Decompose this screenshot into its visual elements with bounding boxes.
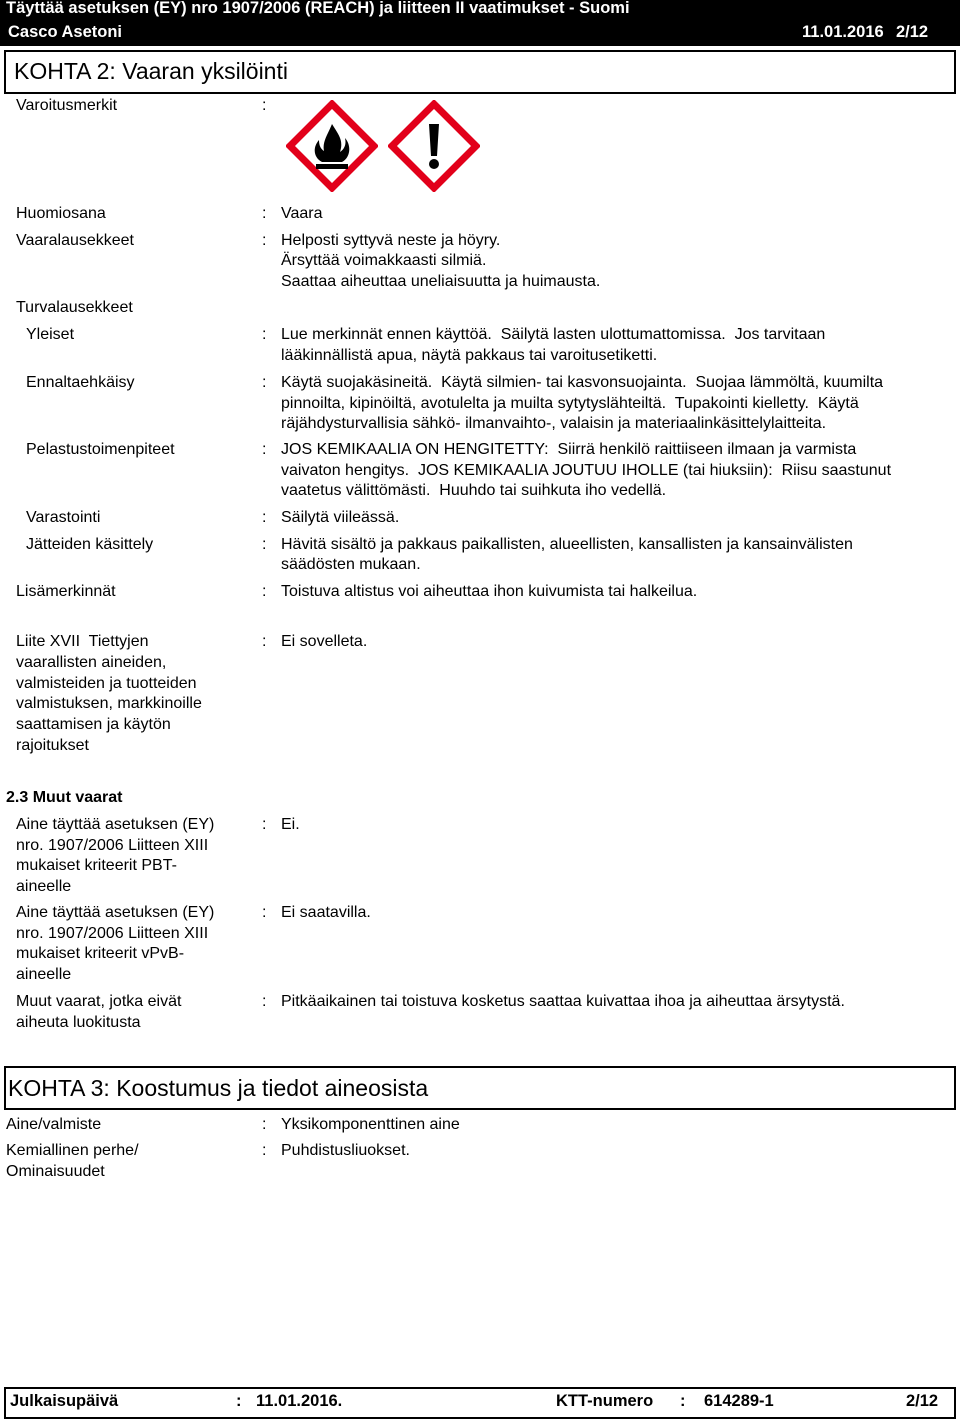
vpvb-value: Ei saatavilla. <box>281 904 371 921</box>
pbt-label-line: mukaiset kriteerit PBT- <box>16 857 177 874</box>
response-text-line: vaatetus välittömästi. Huuhdo tai suihkuta iho vedellä. <box>281 482 667 499</box>
colon: : <box>262 509 267 526</box>
disposal-label: Jätteiden käsittely <box>26 536 154 553</box>
colon: : <box>262 904 267 921</box>
other-hazards-value: Pitkäaikainen tai toistuva kosketus saattaa kuivattaa ihoa ja aiheuttaa ärsytystä. <box>281 993 845 1010</box>
colon: : <box>680 1392 686 1410</box>
document-title: Täyttää asetuksen (EY) nro 1907/2006 (REACH) ja liitteen II vaatimukset - Suomi <box>6 0 630 17</box>
signal-word-label: Huomiosana <box>16 205 106 222</box>
colon: : <box>262 326 267 343</box>
colon: : <box>262 993 267 1010</box>
colon: : <box>262 374 267 391</box>
prevention-text-line: räjähdysturvallisia sähkö- ilmanvaihto-, valaisin ja materiaalinkäsittelylaitteita. <box>281 415 827 432</box>
annex-xvii-label-line: rajoitukset <box>16 737 89 754</box>
pbt-value: Ei. <box>281 816 300 833</box>
prevention-label: Ennaltaehkäisy <box>26 374 135 391</box>
product-name: Casco Asetoni <box>8 23 123 41</box>
disposal-text-line: säädösten mukaan. <box>281 556 421 573</box>
flame-pictogram-icon <box>286 100 378 192</box>
colon: : <box>262 97 267 114</box>
colon: : <box>262 441 267 458</box>
response-text-line: JOS KEMIKAALIA ON HENGITETTY: Siirrä henkilö raittiiseen ilmaan ja varmista <box>281 441 857 458</box>
warning-symbols-label: Varoitusmerkit <box>16 97 118 114</box>
prevention-text-line: Käytä suojakäsineitä. Käytä silmien- tai kasvonsuojainta. Suojaa lämmöltä, kuumilta <box>281 374 884 391</box>
exclamation-pictogram-icon <box>388 100 480 192</box>
additional-label: Lisämerkinnät <box>16 583 116 600</box>
vpvb-label-line: nro. 1907/2006 Liitteen XIII <box>16 925 209 942</box>
other-hazards-label-line: Muut vaarat, jotka eivät <box>16 993 182 1010</box>
footer-box <box>4 1387 956 1419</box>
response-label: Pelastustoimenpiteet <box>26 441 175 458</box>
annex-xvii-label-line: valmisteiden ja tuotteiden <box>16 675 197 692</box>
annex-xvii-label-line: saattamisen ja käytön <box>16 716 171 733</box>
ktt-number-value: 614289-1 <box>704 1392 774 1410</box>
header-date: 11.01.2016 <box>802 23 884 41</box>
hazard-statement: Helposti syttyvä neste ja höyry. <box>281 232 501 249</box>
prevention-text-line: pinnoilta, kipinöiltä, avotulelta ja muilta sytytyslähteiltä. Tupakointi kielletty. Käytä <box>281 395 859 412</box>
response-text-line: vaivaton hengitys. JOS KEMIKAALIA JOUTUU IHOLLE (tai hiuksiin): Riisu saastunut <box>281 462 892 479</box>
footer-page-number: 2/12 <box>906 1392 939 1410</box>
section-2-title: KOHTA 2: Vaaran yksilöinti <box>14 58 288 84</box>
colon: : <box>262 1142 267 1159</box>
annex-xvii-label-line: Liite XVII Tiettyjen <box>16 633 149 650</box>
hazard-statement: Saattaa aiheuttaa uneliaisuutta ja huimausta. <box>281 273 601 290</box>
substance-value: Yksikomponenttinen aine <box>281 1116 460 1133</box>
disposal-text-line: Hävitä sisältö ja pakkaus paikallisten, alueellisten, kansallisten ja kansainvälisten <box>281 536 853 553</box>
hazard-statements-label: Vaaralausekkeet <box>16 232 134 249</box>
other-hazards-title: 2.3 Muut vaarat <box>6 789 123 806</box>
vpvb-label-line: Aine täyttää asetuksen (EY) <box>16 904 215 921</box>
general-text-line: Lue merkinnät ennen käyttöä. Säilytä lasten ulottumattomissa. Jos tarvitaan <box>281 326 826 343</box>
additional-text: Toistuva altistus voi aiheuttaa ihon kuivumista tai halkeilua. <box>281 583 698 600</box>
pbt-label-line: Aine täyttää asetuksen (EY) <box>16 816 215 833</box>
general-text-line: lääkinnällistä apua, näytä pakkaus tai varoitusetiketti. <box>281 347 658 364</box>
other-hazards-label-line: aiheuta luokitusta <box>16 1014 141 1031</box>
header-page-number: 2/12 <box>896 23 929 41</box>
storage-text: Säilytä viileässä. <box>281 509 400 526</box>
colon: : <box>262 583 267 600</box>
section-3-title: KOHTA 3: Koostumus ja tiedot aineosista <box>8 1075 429 1101</box>
precautionary-statements-label: Turvalausekkeet <box>16 299 133 316</box>
pbt-label-line: nro. 1907/2006 Liitteen XIII <box>16 837 209 854</box>
colon: : <box>262 232 267 249</box>
annex-xvii-label-line: vaarallisten aineiden, <box>16 654 167 671</box>
substance-label: Aine/valmiste <box>6 1116 102 1133</box>
chemical-family-label-line: Kemiallinen perhe/ <box>6 1142 139 1159</box>
ktt-number-label: KTT-numero <box>556 1392 654 1410</box>
storage-label: Varastointi <box>26 509 101 526</box>
colon: : <box>262 205 267 222</box>
general-label: Yleiset <box>26 326 75 343</box>
issue-date-label: Julkaisupäivä <box>10 1392 119 1410</box>
signal-word-value: Vaara <box>281 205 323 222</box>
hazard-statement: Ärsyttää voimakkaasti silmiä. <box>281 252 487 269</box>
annex-xvii-value: Ei sovelleta. <box>281 633 368 650</box>
vpvb-label-line: mukaiset kriteerit vPvB- <box>16 945 185 962</box>
colon: : <box>262 816 267 833</box>
annex-xvii-label-line: valmistuksen, markkinoille <box>16 695 202 712</box>
colon: : <box>262 633 267 650</box>
colon: : <box>262 536 267 553</box>
colon: : <box>262 1116 267 1133</box>
chemical-family-value: Puhdistusliuokset. <box>281 1142 410 1159</box>
issue-date-value: 11.01.2016. <box>256 1392 343 1410</box>
chemical-family-label-line: Ominaisuudet <box>6 1163 105 1180</box>
pbt-label-line: aineelle <box>16 878 72 895</box>
vpvb-label-line: aineelle <box>16 966 72 983</box>
colon: : <box>236 1392 242 1410</box>
